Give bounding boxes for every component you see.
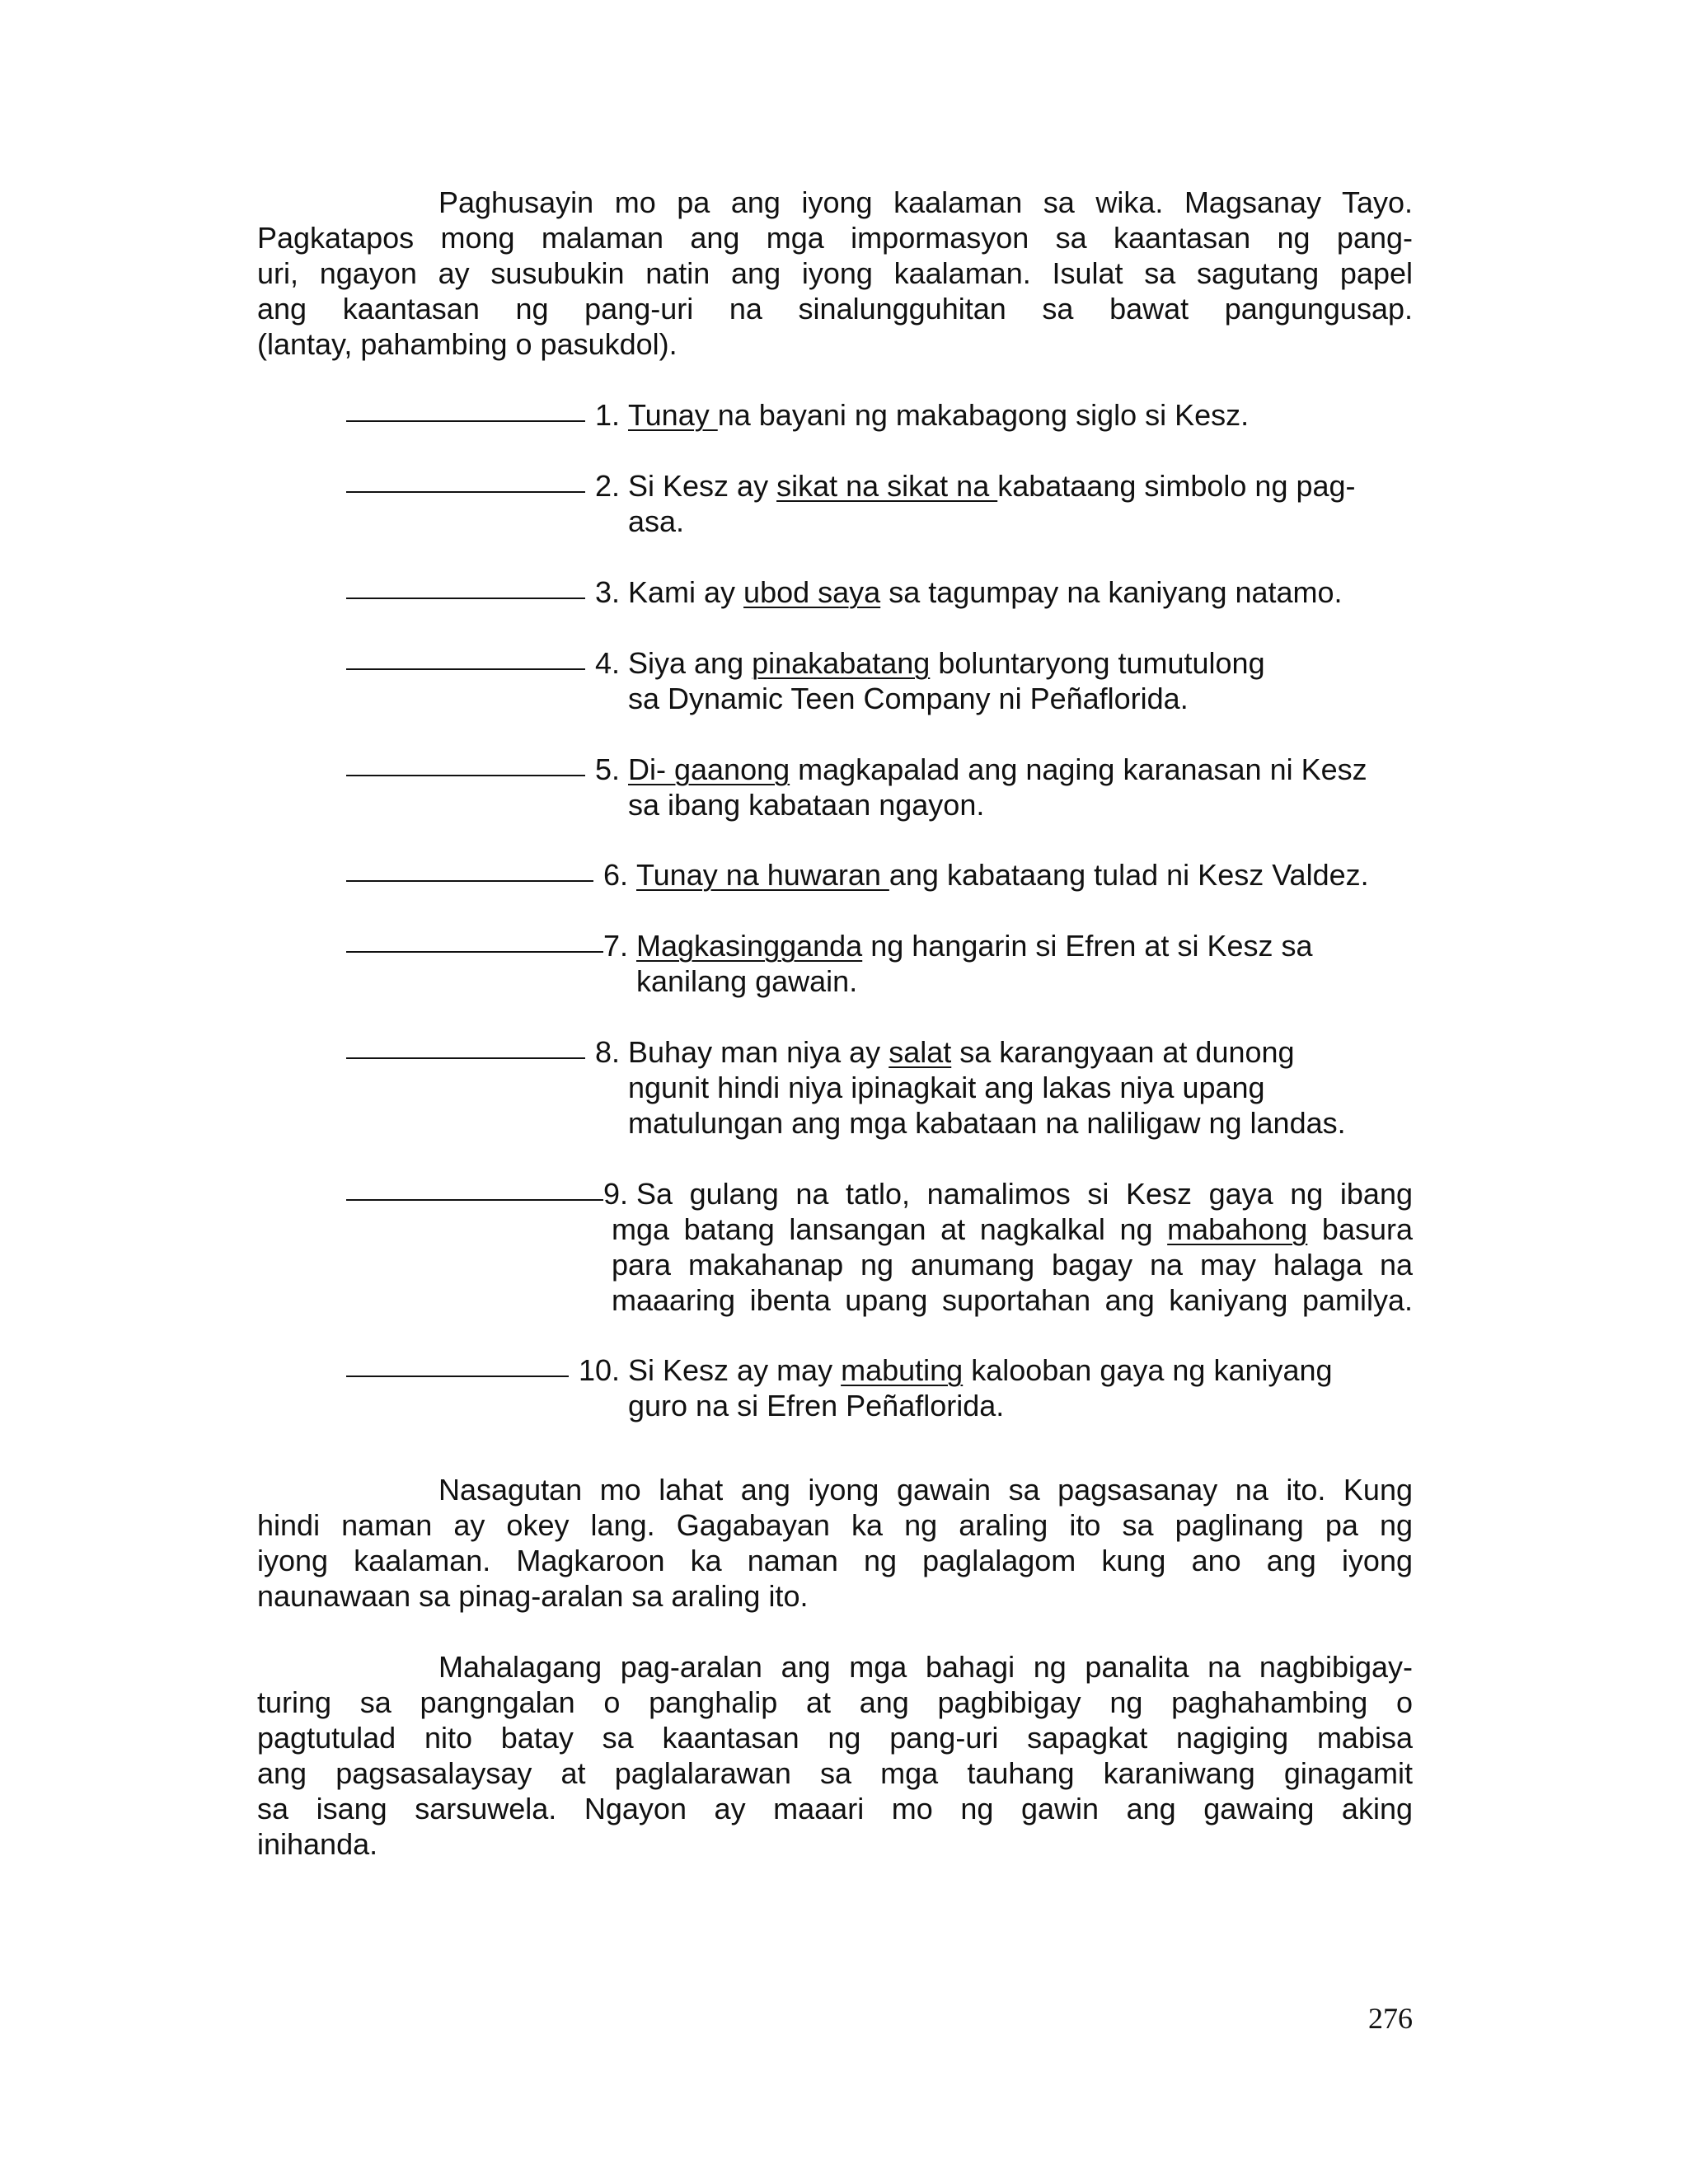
underlined-adjective: Tunay na huwaran [636,858,889,892]
underlined-adjective: Di- gaanong [628,752,790,786]
closing-line: sa isang sarsuwela. Ngayon ay maaari mo ng gawin ang gawaing aking [257,1792,1413,1825]
underlined-adjective: salat [889,1035,952,1069]
answer-blank[interactable] [346,420,585,422]
item-number: 4. [595,646,621,680]
item-continuation: sa Dynamic Teen Company ni Peñaflorida. [628,682,1189,715]
underlined-adjective: mabuting [841,1353,964,1387]
closing-line: turing sa pangngalan o panghalip at ang pagbibigay ng paghahambing o [257,1685,1413,1719]
intro-line: Paghusayin mo pa ang iyong kaalaman sa wika. Magsanay Tayo. [438,185,1413,219]
item-text: Si Kesz ay sikat na sikat na kabataang simbolo ng pag- asa. [628,469,1356,538]
item-text: Si Kesz ay may mabuting kalooban gaya ng kaniyang guro na si Efren Peñaflorida. [628,1353,1333,1422]
underlined-adjective: pinakabatang [752,646,931,680]
item-number: 6. [603,858,629,892]
answer-blank[interactable] [346,951,603,953]
answer-blank[interactable] [346,668,585,670]
closing-line: pagtutulad nito batay sa kaantasan ng pang-uri sapagkat nagiging mabisa [257,1721,1413,1755]
closing-paragraph-2 [257,1649,1413,1862]
item-number: 7. [603,929,629,963]
page-number: 276 [1368,2002,1413,2035]
answer-blank[interactable] [346,1057,585,1059]
closing-line: hindi naman ay okey lang. Gagabayan ka ng araling ito sa paglinang pa ng [257,1508,1413,1542]
item-text: Buhay man niya ay salat sa karangyaan at dunong ngunit hindi niya ipinagkait ang lakas niya upang matulungan ang mga kabataan na naliligaw ng landas. [628,1035,1346,1140]
closing-line: Nasagutan mo lahat ang iyong gawain sa pagsasanay na ito. Kung [438,1473,1413,1507]
item-continuation: guro na si Efren Peñaflorida. [628,1389,1005,1422]
intro-line: uri, ngayon ay susubukin natin ang iyong kaalaman. Isulat sa sagutang papel [257,256,1413,290]
answer-blank[interactable] [346,775,585,776]
item-text: Sa gulang na tatlo, namalimos si Kesz gaya ng ibang mga batang lansangan at nagkalkal ng mabahong basura para makahanap ng anumang bagay na may halaga na maaaring ibenta upang suportahan ang kaniyang pamilya. [612,1177,1414,1317]
item-text: Magkasingganda ng hangarin si Efren at si Kesz sa kanilang gawain. [636,929,1313,998]
underlined-adjective: Magkasingganda [636,929,863,963]
item-number: 9. [603,1177,629,1211]
item-number: 1. [595,398,621,432]
closing-line: ang pagsasalaysay at paglalarawan sa mga tauhang karaniwang ginagamit [257,1756,1413,1790]
intro-line: Pagkatapos mong malaman ang mga impormasyon sa kaantasan ng pang- [257,221,1413,255]
intro-line: ang kaantasan ng pang-uri na sinalungguhitan sa bawat pangungusap. [257,292,1413,326]
closing-line: iyong kaalaman. Magkaroon ka naman ng paglalagom kung ano ang iyong [257,1544,1413,1577]
item-text: Kami ay ubod saya sa tagumpay na kaniyang natamo. [628,575,1343,609]
closing-line: inihanda. [257,1827,378,1861]
answer-blank[interactable] [346,880,593,882]
item-number: 3. [595,575,621,609]
intro-line: (lantay, pahambing o pasukdol). [257,327,678,361]
closing-line: Mahalagang pag-aralan ang mga bahagi ng panalita na nagbibigay- [438,1650,1413,1684]
item-continuation: matulungan ang mga kabataan na naliligaw ng landas. [628,1106,1346,1140]
item-number: 10. [579,1353,621,1387]
item-text: Tunay na bayani ng makabagong siglo si Kesz. [628,398,1250,432]
closing-line: naunawaan sa pinag-aralan sa araling ito. [257,1579,809,1613]
underlined-adjective: sikat na sikat na [776,469,998,503]
item-number: 5. [595,752,621,786]
item-number: 2. [595,469,621,503]
answer-blank[interactable] [346,1199,603,1201]
item-number: 8. [595,1035,621,1069]
item-text: Tunay na huwaran ang kabataang tulad ni Kesz Valdez. [636,858,1369,892]
item-text: Siya ang pinakabatang boluntaryong tumutulong sa Dynamic Teen Company ni Peñaflorida. [628,646,1265,715]
answer-blank[interactable] [346,598,585,599]
answer-blank[interactable] [346,491,585,493]
item-continuation: ngunit hindi niya ipinagkait ang lakas niya upang [628,1071,1265,1104]
item-continuation: kanilang gawain. [636,964,858,998]
intro-paragraph [257,185,1413,362]
underlined-adjective: Tunay [628,398,718,432]
item-continuation: sa ibang kabataan ngayon. [628,788,985,822]
item-continuation: asa. [628,504,685,538]
underlined-adjective: mabahong [1167,1212,1308,1246]
item-text: Di- gaanong magkapalad ang naging karanasan ni Kesz sa ibang kabataan ngayon. [628,752,1367,822]
answer-blank[interactable] [346,1376,569,1377]
underlined-adjective: ubod saya [743,575,881,609]
closing-paragraph-1 [257,1472,1413,1614]
